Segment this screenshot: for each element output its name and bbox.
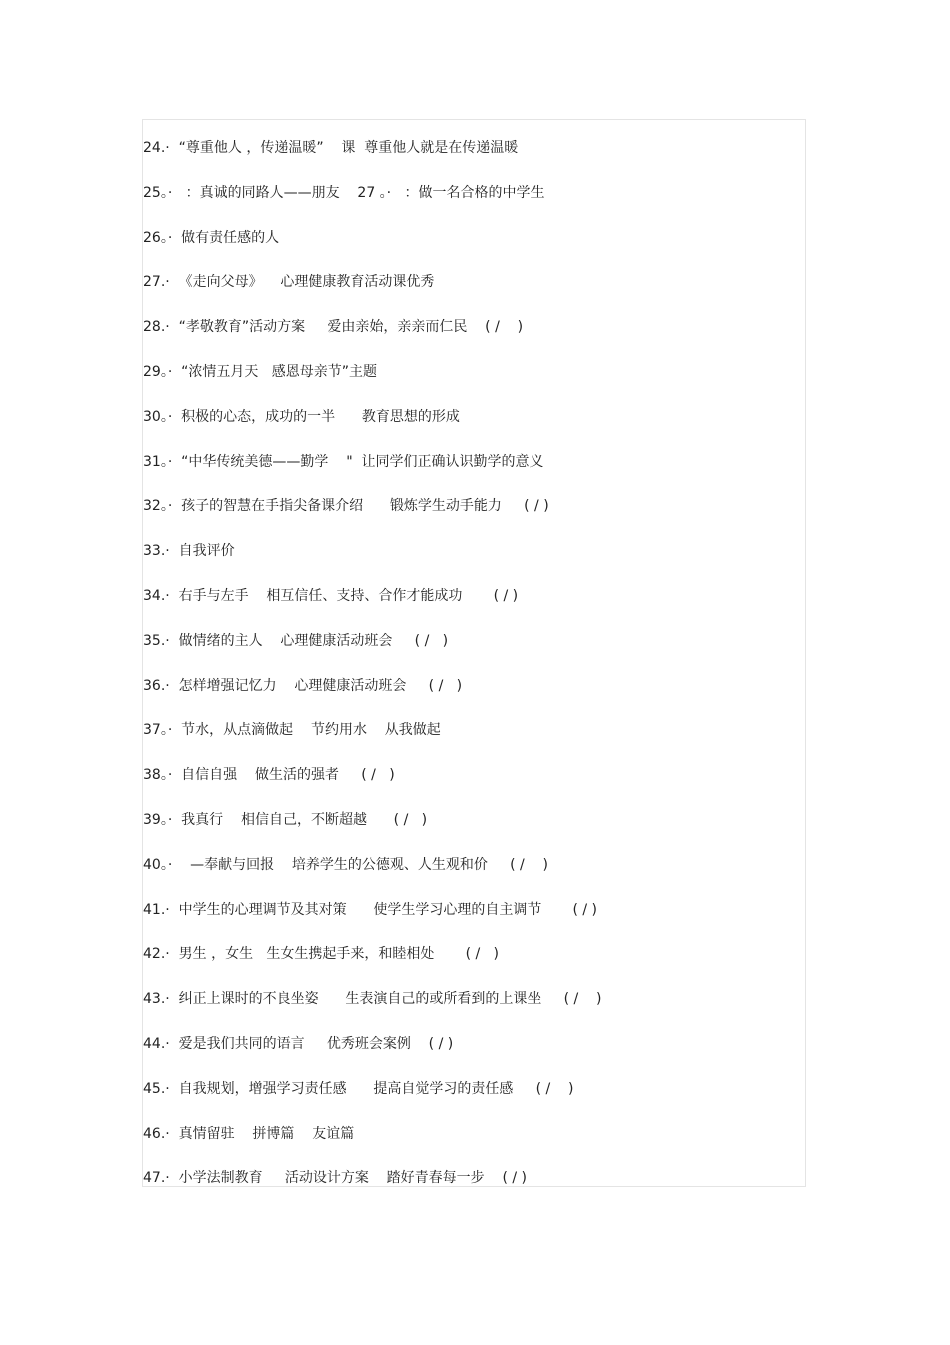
list-item: 42.· 男生 ，女生 生女生携起手来，和睦相处 ( / ) — [143, 946, 500, 963]
list-item: 34.· 右手与左手 相互信任、支持、合作才能成功 ( / ) — [143, 587, 519, 604]
list-item: 26。· 做有责任感的人 — [143, 229, 280, 246]
list-item: 35.· 做情绪的主人 心理健康活动班会 ( / ) — [143, 632, 449, 649]
topic-list — [143, 137, 803, 1212]
list-item: 41.· 中学生的心理调节及其对策 使学生学习心理的自主调节 ( / ) — [143, 901, 598, 918]
list-item: 37。· 节水，从点滴做起 节约用水 从我做起 — [143, 722, 441, 739]
list-item: 33.· 自我评价 — [143, 543, 235, 560]
list-item: 32。· 孩子的智慧在手指尖备课介绍 锻炼学生动手能力 ( / ) — [143, 498, 549, 515]
list-item: 39。· 我真行 相信自己，不断超越 ( / ) — [143, 811, 428, 828]
list-item: 31。· “中华传统美德——勤学 " 让同学们正确认识勤学的意义 — [143, 453, 544, 470]
list-item: 38。· 自信自强 做生活的强者 ( / ) — [143, 767, 395, 784]
list-item: 27.· 《走向父母》 心理健康教育活动课优秀 — [143, 274, 435, 291]
list-item: 36.· 怎样增强记忆力 心理健康活动班会 ( / ) — [143, 677, 463, 694]
list-item: 44.· 爱是我们共同的语言 优秀班会案例 ( / ) — [143, 1035, 454, 1052]
list-item: 40。· —奉献与回报 培养学生的公德观、人生观和价 ( / ) — [143, 856, 549, 873]
list-item: 25。· ：真诚的同路人——朋友 27 。· ：做一名合格的中学生 — [143, 184, 545, 201]
list-item: 30。· 积极的心态，成功的一半 教育思想的形成 — [143, 408, 460, 425]
list-item: 45.· 自我规划，增强学习责任感 提高自觉学习的责任感 ( / ) — [143, 1080, 574, 1097]
list-item: 28.· “孝敬教育”活动方案 爱由亲始，亲亲而仁民 ( / ) — [143, 319, 524, 336]
list-item: 24.· “尊重他人 ，传递温暖” 课 尊重他人就是在传递温暖 — [143, 140, 519, 156]
list-item: 46.· 真情留驻 拼博篇 友谊篇 — [143, 1125, 355, 1142]
list-item: 47.· 小学法制教育 活动设计方案 踏好青春每一步 ( / ) — [143, 1170, 528, 1187]
list-item: 43.· 纠正上课时的不良坐姿 生表演自己的或所看到的上课坐 ( / ) — [143, 991, 602, 1008]
list-item: 29。· “浓情五月天 感恩母亲节”主题 — [143, 363, 378, 380]
